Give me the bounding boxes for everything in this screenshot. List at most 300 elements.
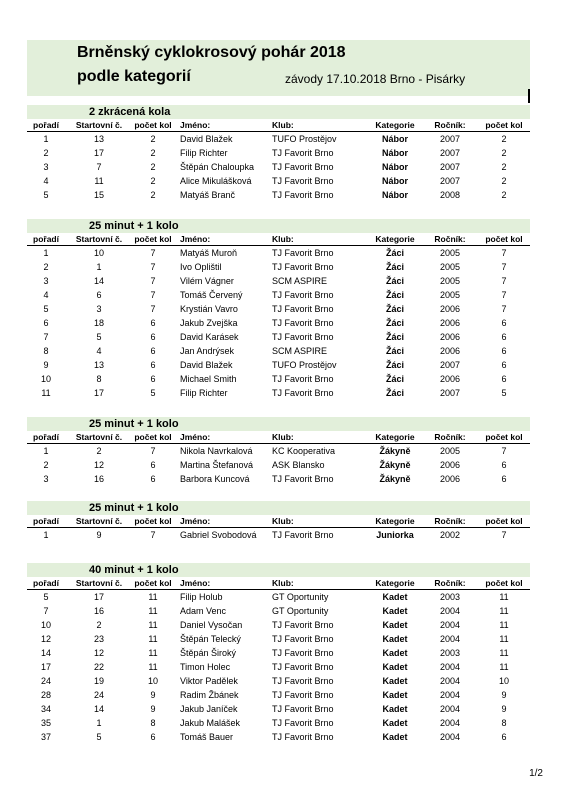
cell-laps: 7 [150,276,156,286]
cell-start-number: 17 [93,592,104,602]
table-row [27,372,530,386]
cell-name: Daniel Vysočan [180,620,243,630]
cell-year: 2007 [439,162,461,172]
cell-name: Matyáš Branč [180,190,236,200]
cell-rank: 5 [43,304,49,314]
col-laps-header: počet kol [134,234,172,244]
cell-start-number: 17 [93,388,104,398]
cell-year: 2005 [439,248,461,258]
cell-name: Jakub Janíček [180,704,238,714]
cell-category: Juniorka [376,530,414,540]
table-row [27,302,530,316]
col-name-header: Jméno: [180,120,211,130]
cell-start-number: 2 [96,620,102,630]
col-laps-total-header: počet kol [485,234,523,244]
cell-club: TJ Favorit Brno [272,318,334,328]
cell-rank: 6 [43,318,49,328]
cell-club: TJ Favorit Brno [272,648,334,658]
col-start-number-header: Startovní č. [75,120,123,130]
cell-year: 2003 [439,592,461,602]
cell-name: Ivo Oplištil [180,262,222,272]
cell-club: TJ Favorit Brno [272,388,334,398]
cell-category: Kadet [382,718,408,728]
title-line-2: podle kategorií [77,68,191,85]
cell-name: Jakub Malášek [180,718,241,728]
cell-year: 2004 [439,718,461,728]
cell-rank: 17 [40,662,51,672]
cell-rank: 28 [40,690,51,700]
col-laps-header: počet kol [134,516,172,526]
cell-start-number: 16 [93,606,104,616]
cell-category: Kadet [382,620,408,630]
cell-laps: 6 [150,346,156,356]
col-laps-header: počet kol [134,578,172,588]
cell-laps-total: 10 [498,676,509,686]
column-header-row [27,515,530,527]
cell-laps-total: 6 [501,346,507,356]
cell-start-number: 11 [94,176,104,186]
section-header [27,219,530,233]
cell-start-number: 7 [96,162,102,172]
cell-year: 2002 [439,530,461,540]
cell-name: Tomáš Bauer [180,732,234,742]
col-club-header: Klub: [272,234,294,244]
cell-laps-total: 6 [501,374,507,384]
cell-start-number: 2 [96,446,102,456]
cell-laps-total: 8 [501,718,507,728]
cell-laps-total: 5 [501,388,507,398]
cell-category: Nábor [381,162,408,172]
col-laps-header: počet kol [134,120,172,130]
table-row [27,660,530,674]
table-row [27,716,530,730]
cell-rank: 34 [40,704,51,714]
cell-category: Nábor [381,190,408,200]
cell-start-number: 4 [96,346,102,356]
category-section [27,563,530,744]
cell-year: 2004 [439,732,461,742]
cell-club: GT Oportunity [272,606,329,616]
cell-laps-total: 7 [501,262,507,272]
cell-laps-total: 6 [501,474,507,484]
cell-laps-total: 6 [501,318,507,328]
section-header [27,105,530,119]
table-row [27,274,530,288]
cell-laps: 11 [148,592,158,602]
cell-rank: 1 [43,134,49,144]
cell-start-number: 10 [93,248,104,258]
cell-year: 2006 [439,332,461,342]
col-laps-total-header: počet kol [485,516,523,526]
cell-category: Kadet [382,676,408,686]
cell-club: TUFO Prostějov [272,134,337,144]
table-row [27,316,530,330]
table-row [27,246,530,260]
table-row [27,188,530,202]
table-row [27,330,530,344]
cell-start-number: 22 [93,662,104,672]
cell-rank: 35 [40,718,51,728]
col-club-header: Klub: [272,120,294,130]
cell-category: Žáci [385,304,404,314]
cell-laps: 2 [150,148,156,158]
cell-rank: 14 [40,648,51,658]
section-title: 2 zkrácená kola [89,106,171,118]
header-edge-mark [528,89,530,103]
table-row [27,344,530,358]
cell-name: Filip Holub [180,592,223,602]
cell-laps-total: 6 [501,360,507,370]
cell-name: Vilém Vágner [180,276,234,286]
table-row [27,174,530,188]
col-rank-header: pořadí [33,432,59,442]
cell-category: Žáci [385,276,404,286]
cell-club: TJ Favorit Brno [272,248,334,258]
cell-rank: 2 [43,262,49,272]
cell-laps: 2 [150,162,156,172]
cell-laps: 9 [150,690,156,700]
cell-year: 2007 [439,134,461,144]
cell-laps-total: 2 [501,162,507,172]
section-title: 25 minut + 1 kolo [89,502,179,514]
col-category-header: Kategorie [375,234,415,244]
cell-club: TJ Favorit Brno [272,162,334,172]
cell-year: 2006 [439,460,461,470]
cell-year: 2003 [439,648,461,658]
cell-name: Štěpán Telecký [180,634,241,644]
cell-laps-total: 11 [499,620,509,630]
col-year-header: Ročník: [434,234,466,244]
cell-category: Kadet [382,732,408,742]
col-laps-total-header: počet kol [485,578,523,588]
table-row [27,730,530,744]
table-row [27,688,530,702]
cell-category: Žákyně [379,474,411,484]
event-info: závody 17.10.2018 Brno - Pisárky [285,72,466,86]
cell-laps: 7 [150,262,156,272]
cell-category: Žáci [385,318,404,328]
cell-laps: 6 [150,474,156,484]
cell-start-number: 17 [93,148,104,158]
cell-name: Martina Štefanová [180,460,254,470]
cell-club: TJ Favorit Brno [272,332,334,342]
cell-start-number: 13 [93,360,104,370]
column-header-row [27,233,530,245]
col-category-header: Kategorie [375,432,415,442]
table-row [27,358,530,372]
cell-category: Žáci [385,248,404,258]
cell-laps: 6 [150,332,156,342]
cell-club: TJ Favorit Brno [272,262,334,272]
cell-laps-total: 11 [499,592,509,602]
cell-start-number: 1 [96,718,102,728]
cell-category: Žáci [385,332,404,342]
cell-rank: 9 [43,360,49,370]
cell-start-number: 23 [93,634,104,644]
cell-laps: 5 [150,388,156,398]
cell-name: Michael Smith [180,374,237,384]
cell-name: Viktor Padělek [180,676,238,686]
col-year-header: Ročník: [434,516,466,526]
section-header [27,417,530,431]
cell-laps-total: 6 [501,460,507,470]
cell-name: Nikola Navrkalová [180,446,253,456]
cell-laps-total: 7 [501,248,507,258]
col-year-header: Ročník: [434,578,466,588]
cell-rank: 3 [43,162,49,172]
cell-club: TUFO Prostějov [272,360,337,370]
cell-laps: 10 [147,676,158,686]
cell-category: Nábor [381,148,408,158]
cell-laps: 2 [150,176,156,186]
cell-club: TJ Favorit Brno [272,190,334,200]
cell-rank: 1 [43,446,49,456]
cell-laps: 11 [148,634,158,644]
cell-name: Adam Venc [180,606,227,616]
table-row [27,702,530,716]
cell-year: 2005 [439,276,461,286]
cell-club: SCM ASPIRE [272,346,328,356]
cell-laps: 8 [150,718,156,728]
cell-laps-total: 11 [499,634,509,644]
column-header-row [27,577,530,589]
cell-rank: 37 [40,732,51,742]
cell-start-number: 1 [96,262,102,272]
cell-category: Žáci [385,388,404,398]
cell-laps-total: 2 [501,176,507,186]
cell-category: Žákyně [379,446,411,456]
cell-year: 2007 [439,388,461,398]
cell-start-number: 13 [93,134,104,144]
cell-laps-total: 6 [501,732,507,742]
col-start-number-header: Startovní č. [75,432,123,442]
cell-club: TJ Favorit Brno [272,176,334,186]
cell-club: TJ Favorit Brno [272,676,334,686]
cell-rank: 4 [43,176,49,186]
col-year-header: Ročník: [434,120,466,130]
cell-name: Radim Žbánek [180,690,239,700]
cell-club: KC Kooperativa [272,446,336,456]
cell-name: Matyáš Muroň [180,248,238,258]
cell-club: TJ Favorit Brno [272,530,334,540]
cell-year: 2006 [439,346,461,356]
document-header [27,40,530,96]
col-laps-header: počet kol [134,432,172,442]
col-name-header: Jméno: [180,578,211,588]
cell-start-number: 8 [96,374,102,384]
table-row [27,146,530,160]
col-laps-total-header: počet kol [485,120,523,130]
section-title: 40 minut + 1 kolo [89,564,179,576]
cell-laps: 6 [150,318,156,328]
cell-laps-total: 7 [501,304,507,314]
col-name-header: Jméno: [180,234,211,244]
cell-club: TJ Favorit Brno [272,620,334,630]
cell-year: 2005 [439,290,461,300]
cell-laps: 6 [150,460,156,470]
cell-laps: 7 [150,530,156,540]
cell-name: Štěpán Chaloupka [180,162,255,172]
cell-name: Barbora Kuncová [180,474,250,484]
cell-start-number: 6 [96,290,102,300]
cell-category: Žákyně [379,460,411,470]
cell-year: 2004 [439,662,461,672]
section-header [27,501,530,515]
cell-year: 2007 [439,360,461,370]
cell-laps: 11 [148,648,158,658]
cell-year: 2005 [439,446,461,456]
cell-category: Žáci [385,262,404,272]
cell-category: Žáci [385,346,404,356]
column-header-row [27,431,530,443]
cell-name: Gabriel Svobodová [180,530,257,540]
cell-laps-total: 7 [501,290,507,300]
cell-start-number: 15 [93,190,104,200]
cell-name: David Blažek [180,134,233,144]
cell-club: TJ Favorit Brno [272,718,334,728]
title-line-1: Brněnský cyklokrosový pohár 2018 [77,44,346,61]
cell-club: TJ Favorit Brno [272,732,334,742]
column-header-row [27,119,530,131]
category-section [27,219,530,400]
cell-name: Filip Richter [180,148,228,158]
cell-rank: 3 [43,276,49,286]
table-row [27,590,530,604]
cell-laps: 2 [150,190,156,200]
cell-laps: 6 [150,374,156,384]
cell-laps-total: 2 [501,148,507,158]
cell-rank: 2 [43,460,49,470]
col-rank-header: pořadí [33,234,59,244]
cell-name: David Karásek [180,332,239,342]
cell-year: 2004 [439,704,461,714]
cell-rank: 1 [43,530,49,540]
cell-year: 2004 [439,620,461,630]
cell-laps: 7 [150,290,156,300]
col-name-header: Jméno: [180,516,211,526]
cell-start-number: 19 [93,676,104,686]
col-club-header: Klub: [272,516,294,526]
cell-name: Štěpán Široký [180,648,237,658]
cell-year: 2008 [439,190,461,200]
cell-rank: 12 [40,634,51,644]
cell-category: Žáci [385,290,404,300]
table-row [27,528,530,542]
cell-laps: 7 [150,446,156,456]
table-row [27,632,530,646]
cell-category: Kadet [382,662,408,672]
cell-name: Jakub Zvejška [180,318,238,328]
cell-name: Alice Mikulášková [180,176,252,186]
cell-category: Žáci [385,360,404,370]
cell-rank: 2 [43,148,49,158]
cell-name: Filip Richter [180,388,228,398]
table-row [27,458,530,472]
table-row [27,160,530,174]
cell-laps-total: 11 [499,648,509,658]
cell-category: Kadet [382,690,408,700]
cell-club: GT Oportunity [272,592,329,602]
cell-rank: 7 [43,332,49,342]
table-row [27,674,530,688]
cell-name: Jan Andrýsek [180,346,235,356]
cell-laps-total: 6 [501,332,507,342]
cell-laps: 6 [150,360,156,370]
cell-category: Kadet [382,634,408,644]
table-row [27,288,530,302]
cell-laps: 11 [148,662,158,672]
cell-club: TJ Favorit Brno [272,290,334,300]
section-header [27,563,530,577]
table-row [27,260,530,274]
cell-rank: 8 [43,346,49,356]
cell-year: 2007 [439,176,461,186]
col-club-header: Klub: [272,432,294,442]
cell-rank: 5 [43,190,49,200]
cell-year: 2004 [439,634,461,644]
cell-laps: 6 [150,732,156,742]
cell-laps: 11 [148,620,158,630]
col-category-header: Kategorie [375,516,415,526]
cell-start-number: 12 [93,648,104,658]
cell-club: TJ Favorit Brno [272,148,334,158]
cell-laps: 9 [150,704,156,714]
cell-year: 2005 [439,262,461,272]
cell-year: 2006 [439,374,461,384]
cell-laps: 7 [150,248,156,258]
cell-laps-total: 11 [499,606,509,616]
cell-start-number: 3 [96,304,102,314]
cell-start-number: 18 [93,318,104,328]
cell-laps: 2 [150,134,156,144]
cell-category: Kadet [382,606,408,616]
cell-year: 2004 [439,606,461,616]
table-row [27,386,530,400]
cell-rank: 1 [43,248,49,258]
table-row [27,646,530,660]
cell-laps-total: 7 [501,446,507,456]
col-category-header: Kategorie [375,578,415,588]
category-section [27,501,530,542]
cell-laps: 7 [150,304,156,314]
table-row [27,618,530,632]
table-row [27,604,530,618]
cell-start-number: 24 [93,690,104,700]
cell-year: 2006 [439,318,461,328]
cell-club: TJ Favorit Brno [272,304,334,314]
cell-laps-total: 7 [501,530,507,540]
col-start-number-header: Startovní č. [75,578,123,588]
page-number: 1/2 [529,768,543,779]
col-category-header: Kategorie [375,120,415,130]
cell-laps-total: 2 [501,134,507,144]
cell-start-number: 16 [93,474,104,484]
cell-year: 2004 [439,676,461,686]
cell-category: Kadet [382,592,408,602]
col-year-header: Ročník: [434,432,466,442]
cell-year: 2004 [439,690,461,700]
cell-rank: 24 [40,676,51,686]
cell-club: TJ Favorit Brno [272,704,334,714]
col-club-header: Klub: [272,578,294,588]
cell-start-number: 5 [96,332,102,342]
category-section [27,105,530,202]
cell-club: TJ Favorit Brno [272,662,334,672]
col-start-number-header: Startovní č. [75,516,123,526]
cell-name: Timon Holec [180,662,231,672]
category-section [27,417,530,486]
cell-name: David Blažek [180,360,233,370]
